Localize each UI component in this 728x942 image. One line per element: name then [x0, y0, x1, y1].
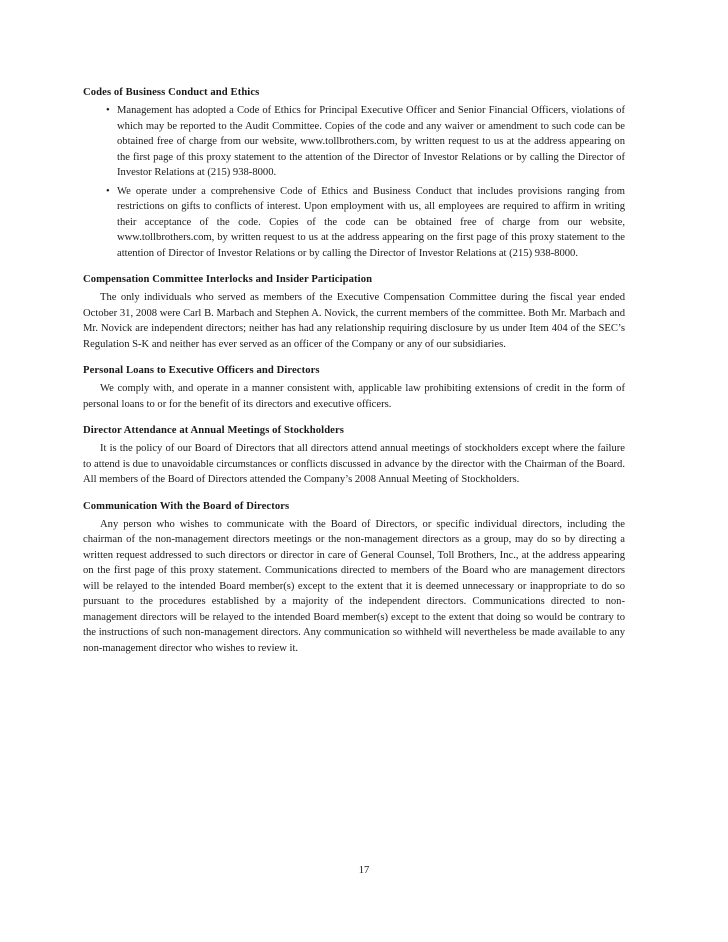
- section-paragraph: Any person who wishes to communicate with the Board of Directors, or specific individual directors, including the chairman of the non-management directors meetings or the non-management directors as a group, may do so by directing a written request addressed to such directors or director in care of General Counsel, Toll Brothers, Inc., at the address appearing on the first page of this proxy statement. Communications directed to members of the Board who are management directors will be relayed to the intended Board member(s) except to the extent that it is deemed unnecessary or inappropriate to do so pursuant to the procedures established by a majority of the independent directors. Communications directed to non-management directors will be relayed to the intended Board member(s) except to the extent that doing so would be contrary to the instructions of such non-management directors. Any communication so withheld will nevertheless be made available to any non-management director who wishes to review it.: [83, 518, 625, 654]
- bullet-text: Management has adopted a Code of Ethics for Principal Executive Officer and Senior Financial Officers, violations of which may be reported to the Audit Committee. Copies of the code and any waiver or amendment to such code can be obtained free of charge from our website, www.tollbrothers.com, by written request to us at the address appearing on the first page of this proxy statement to the attention of the Director of Investor Relations or by calling the Director of Investor Relations at (215) 938-8000.: [117, 105, 625, 178]
- section-heading: Director Attendance at Annual Meetings of Stockholders: [83, 425, 345, 436]
- section-codes-of-conduct: [83, 86, 625, 261]
- section-heading: Codes of Business Conduct and Ethics: [83, 87, 260, 98]
- bullet-icon: •: [106, 105, 110, 116]
- section-heading: Communication With the Board of Directors: [83, 500, 290, 512]
- bullet-list: [83, 103, 625, 261]
- section-personal-loans: [83, 364, 625, 412]
- bullet-item: [83, 103, 625, 181]
- section-paragraph: It is the policy of our Board of Directors that all directors attend annual meetings of stockholders except where the failure to attend is due to unavoidable circumstances or conflicts discussed in advance by the director with the Chairman of the Board. All members of the Board of Directors attended the Company’s 2008 Annual Meeting of Stockholders.: [83, 443, 625, 485]
- section-heading: Compensation Committee Interlocks and Insider Participation: [83, 274, 373, 285]
- section-compensation-committee: [83, 273, 625, 352]
- section-heading: Personal Loans to Executive Officers and Directors: [83, 365, 320, 376]
- page-number: 17: [358, 865, 370, 876]
- section-director-attendance: [83, 424, 625, 488]
- bullet-text: We operate under a comprehensive Code of Ethics and Business Conduct that includes provisions ranging from restrictions on gifts to conflicts of interest. Upon employment with us, all employees are required to affirm in writing their acceptance of the code. Copies of the code can be obtained free of charge from our website, www.tollbrothers.com, by written request to us at the address appearing on the first page of this proxy statement to the attention of Director of Investor Relations or by calling the Director of Investor Relations at (215) 938-8000.: [117, 185, 625, 259]
- bullet-icon: •: [106, 185, 110, 197]
- section-board-communication: [83, 500, 625, 657]
- document-page: [83, 86, 625, 668]
- section-paragraph: The only individuals who served as members of the Executive Compensation Committee during the fiscal year ended October 31, 2008 were Carl B. Marbach and Stephen A. Novick, the current members of the committee. Both Mr. Marbach and Mr. Novick are independent directors; neither has had any relationship requiring disclosure by us under Item 404 of the SEC’s Regulation S-K and neither has ever served as an officer of the Company or any of our subsidiaries.: [83, 292, 625, 350]
- bullet-item: [83, 184, 625, 262]
- section-paragraph: We comply with, and operate in a manner consistent with, applicable law prohibiting extensions of credit in the form of personal loans to or for the benefit of its directors and executive officers.: [83, 383, 625, 410]
